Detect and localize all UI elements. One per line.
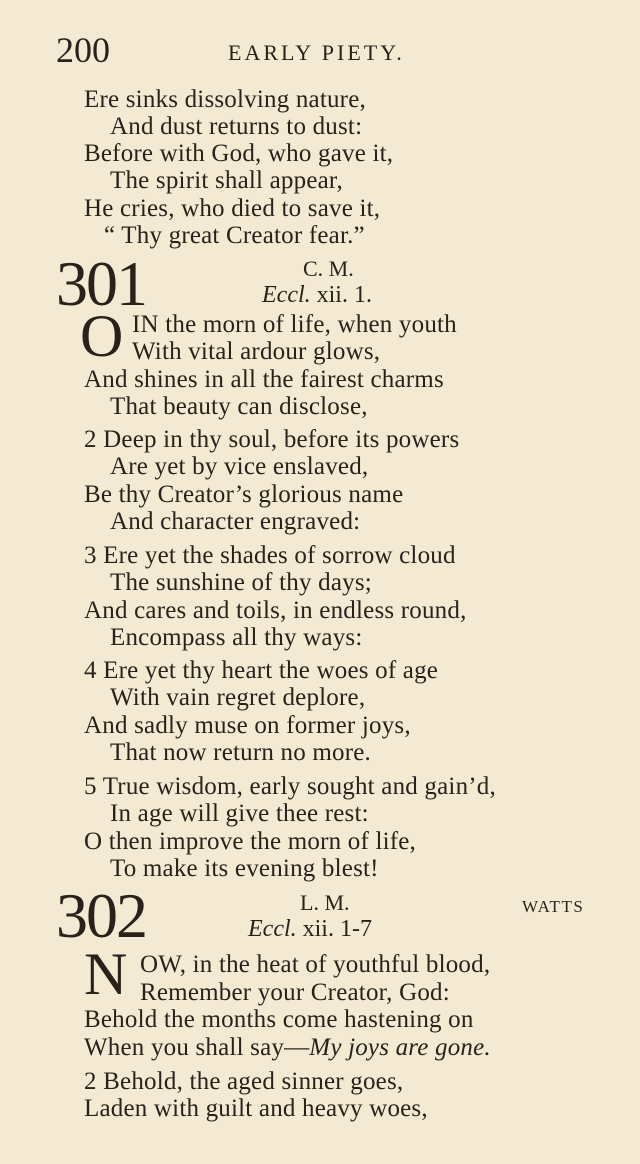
hymn-302-meter: L. M. [300,890,350,915]
hymn-301-line-15: And sadly muse on former joys, [84,712,411,739]
hymn-302-line-1: OW, in the heat of youthful blood, [140,951,491,978]
hymn-302-line-4-text: When you shall say— [84,1034,310,1061]
hymn-302-ref-book: Eccl. [248,916,297,942]
hymn-301-line-3: And shines in all the fairest charms [84,366,444,393]
hymn-302-line-3: Behold the months come hastening on [84,1006,474,1033]
running-title: EARLY PIETY. [228,40,405,65]
prev-line-4: The spirit shall appear, [110,167,343,194]
hymn-301-line-6: Are yet by vice enslaved, [110,453,369,480]
hymn-301-ref-passage: xii. 1. [316,282,372,308]
hymn-301-line-18: In age will give thee rest: [110,800,369,827]
hymn-301-line-20: To make its evening blest! [110,855,379,882]
hymn-301-line-10: The sunshine of thy days; [110,569,372,596]
prev-line-5: He cries, who died to save it, [84,195,381,222]
hymn-302-reference [248,916,372,943]
hymn-301-line-11: And cares and toils, in endless round, [84,597,467,624]
prev-line-3: Before with God, who gave it, [84,140,394,167]
page-number: 200 [56,30,110,70]
hymn-302-drop-cap: N [84,941,128,1007]
hymn-301-line-2: With vital ardour glows, [132,338,381,365]
hymn-302-number: 302 [56,880,146,951]
hymn-302-line-6: Laden with guilt and heavy woes, [84,1095,428,1122]
hymn-301-line-7: Be thy Creator’s glorious name [84,481,404,508]
hymn-301-drop-cap: O [80,303,124,369]
hymn-302-ref-passage: xii. 1-7 [302,916,372,942]
hymn-301-line-12: Encompass all thy ways: [110,624,363,651]
hymn-301-line-9: 3 Ere yet the shades of sorrow cloud [84,542,456,569]
hymn-301-number: 301 [56,248,146,319]
hymn-301-line-16: That now return no more. [110,739,371,766]
hymn-302-author: WATTS [522,897,585,916]
hymn-301-line-1: IN the morn of life, when youth [132,311,457,338]
prev-line-6: “ Thy great Creator fear.” [104,222,365,249]
hymn-301-line-5: 2 Deep in thy soul, before its powers [84,426,460,453]
hymn-301-meter: C. M. [303,256,354,281]
hymn-301-line-4: That beauty can disclose, [110,393,368,420]
hymn-301-line-17: 5 True wisdom, early sought and gain’d, [84,773,496,800]
prev-line-1: Ere sinks dissolving nature, [84,86,366,113]
hymn-301-line-19: O then improve the morn of life, [84,828,417,855]
prev-line-2: And dust returns to dust: [110,113,363,140]
hymn-301-line-8: And character engraved: [110,508,361,535]
hymn-301-ref-book: Eccl. [262,282,311,308]
hymn-302-line-5: 2 Behold, the aged sinner goes, [84,1068,404,1095]
hymn-302-line-4 [84,1034,491,1062]
hymn-301-reference [262,282,372,309]
hymn-301-line-13: 4 Ere yet thy heart the woes of age [84,657,439,684]
hymn-302-line-2: Remember your Creator, God: [140,979,450,1006]
hymn-301-line-14: With vain regret deplore, [110,684,366,711]
hymn-302-line-4-italic: My joys are gone. [309,1034,491,1061]
